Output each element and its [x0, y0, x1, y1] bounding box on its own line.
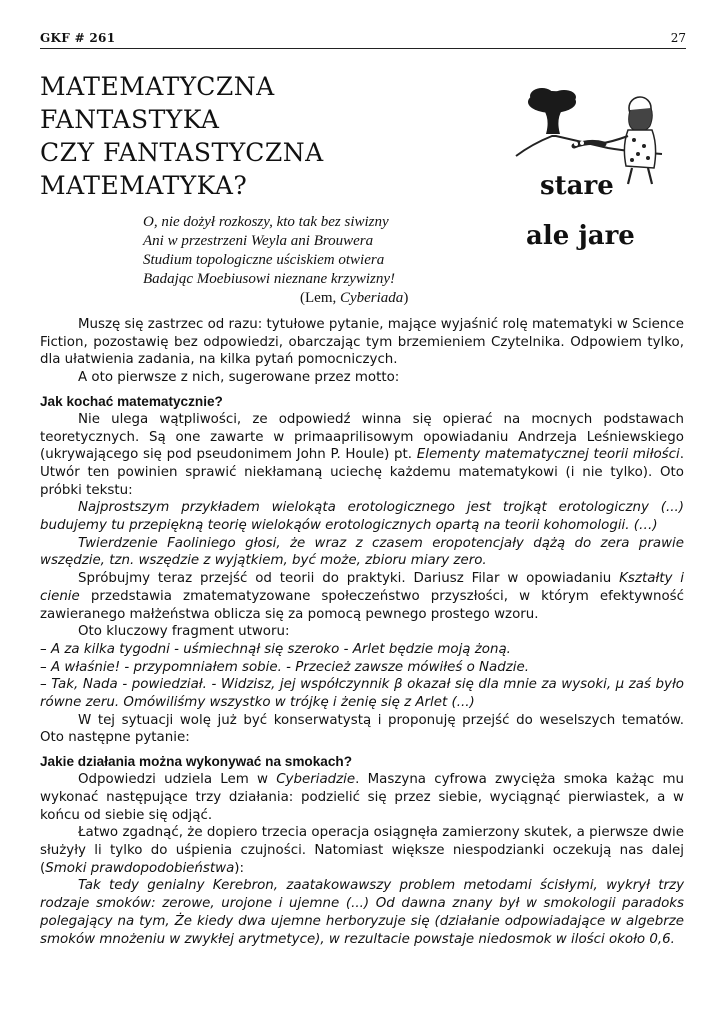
paragraph: Odpowiedzi udziela Lem w Cyberiadzie. Maszyna cyfrowa zwycięża smoka każąc mu wykonać następujące trzy działania: podzielić się przez siebie, wyciągnąć pierwiastek, a w końcu od siebie się odjąć.: [40, 772, 684, 823]
motto: [143, 213, 463, 306]
article-body: [40, 316, 684, 948]
quote-dialogue: – A właśnie! - przypomniałem sobie. - Przecież zawsze mówiłeś o Nadzie.: [40, 659, 530, 675]
article-title: [40, 70, 460, 202]
quote: Najprostszym przykładem wielokąta erotologicznego jest trojkąt erotologiczny (...) budujemy tu przepiękną teorię wielokąów erotologicznych opartą na teorii kohomologii. (…): [40, 500, 684, 534]
motto-attribution: (Lem, Cyberiada): [300, 290, 409, 306]
page-header: [40, 30, 686, 49]
paragraph: A oto pierwsze z nich, sugerowane przez motto:: [78, 370, 400, 386]
quote: Tak tedy genialny Kerebron, zaatakowawszy problem metodami ścisłymi, wykrył trzy rodzaje smoków: zerowe, urojone i ujemne (...) Od dawna znany był w smokologii paradoks polegający na tym, Że kiedy dwa ujemne herboryzuje się (działanie odpowiadające w algebrze smoków mnożeniu w zwykłej arytmetyce), w rezultacie powstaje niedosmok w ilości około 0,6.: [40, 878, 684, 947]
magazine-issue: GKF # 261: [40, 31, 116, 45]
title-line: CZY FANTASTYCZNA: [40, 138, 324, 167]
paragraph: Nie ulega wątpliwości, ze odpowiedź winna się opierać na mocnych podstawach teoretycznych. Są one zawarte w primaaprilisowym opowiadaniu Andrzeja Leśniewskiego (ukrywającego się pod pseudonimem John P. Houle) pt. Elementy matematycznej teorii miłości. Utwór ten powinien sprawić niekłamaną uciechę każdemu matematykowi (i nie tylko). Oto próbki tekstu:: [40, 411, 684, 498]
motto-line: Studium topologiczne uściskiem otwiera: [143, 252, 385, 268]
paragraph: Oto kluczowy fragment utworu:: [78, 624, 290, 640]
section-heading: Jakie działania można wykonywać na smokach?: [40, 754, 353, 770]
caveman-logo-illustration: [512, 86, 688, 254]
paragraph: Łatwo zgadnąć, że dopiero trzecia operacja osiągnęła zamierzony skutek, a pierwsze dwie służyły li tylko do uśpienia czujności. Natomiast większe niespodzianki oczekują nas dalej (Smoki prawdopodobieństwa):: [40, 825, 684, 876]
paragraph: Spróbujmy teraz przejść od teorii do praktyki. Dariusz Filar w opowiadaniu Kształty i cienie przedstawia zmatematyzowane społeczeństwo przyszłości, w którym efektywność zawieranego małżeństwa oblicza się za pomocą pewnego prostego wzoru.: [40, 571, 684, 622]
motto-line: Ani w przestrzeni Weyla ani Brouwera: [143, 233, 374, 249]
logo-text-ale-jare: ale jare: [526, 221, 635, 251]
quote-dialogue: – Tak, Nada - powiedział. - Widzisz, jej współczynnik β okazał się dla mnie za wysoki, μ zaś było równe zeru. Omówiliśmy wszystko w trójkę i żenię się z Arlet (...): [40, 677, 684, 711]
title-line: FANTASTYKA: [40, 105, 220, 134]
page-number: 27: [670, 31, 686, 45]
title-line: MATEMATYKA?: [40, 171, 248, 200]
quote: Twierdzenie Faoliniego głosi, że wraz z czasem eropotencjały dążą do zera prawie wszędzie, tzn. wszędzie z wyjątkiem, być może, zbioru miary zero.: [40, 535, 684, 569]
motto-line: O, nie dożył rozkoszy, kto tak bez siwizny: [143, 214, 389, 230]
section-heading: Jak kochać matematycznie?: [40, 393, 223, 409]
paragraph: W tej sytuacji wolę już być konserwatystą i proponuję przejść do weselszych tematów. Oto następne pytanie:: [40, 712, 684, 746]
quote-dialogue: – A za kilka tygodni - uśmiechnął się szeroko - Arlet będzie moją żoną.: [40, 641, 511, 657]
motto-line: Badając Moebiusowi nieznane krzywizny!: [143, 271, 396, 287]
logo-text-stare: stare: [540, 171, 614, 201]
paragraph: Muszę się zastrzec od razu: tytułowe pytanie, mające wyjaśnić rolę matematyki w Science Fiction, pozostawię bez odpowiedzi, obarczając tym brzemieniem Czytelnika. Odpowiem tylko, dla ułatwienia zadania, na kilka pytań pomocniczych.: [40, 317, 684, 368]
title-line: MATEMATYCZNA: [40, 72, 275, 101]
